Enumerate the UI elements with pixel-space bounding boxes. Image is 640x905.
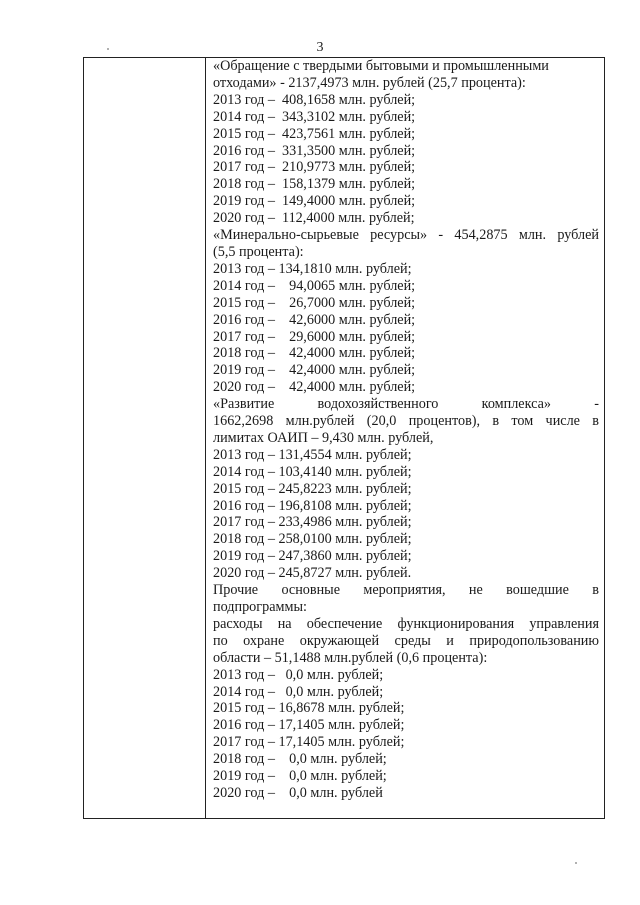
text-line: 1662,2698 млн.рублей (20,0 процентов), в том числе в xyxy=(213,413,599,430)
text-line: 2013 год – 131,4554 млн. рублей; xyxy=(213,446,412,463)
text-line: 2016 год – 331,3500 млн. рублей; xyxy=(213,142,416,159)
text-line: по охране окружающей среды и природопользованию xyxy=(213,632,599,649)
scan-speck xyxy=(575,862,577,864)
text-line: Прочие основные мероприятия, не вошедшие в xyxy=(213,582,599,599)
text-line: отходами» - 2137,4973 млн. рублей (25,7 процента): xyxy=(213,74,526,91)
text-line: 2019 год – 0,0 млн. рублей; xyxy=(213,768,387,785)
text-line: 2014 год – 0,0 млн. рублей; xyxy=(213,683,384,700)
content-table xyxy=(83,57,605,819)
table-left-cell xyxy=(84,58,206,818)
text-line: 2014 год – 343,3102 млн. рублей; xyxy=(213,108,416,125)
text-line: «Минерально-сырьевые ресурсы» - 454,2875 млн. рублей xyxy=(213,227,599,244)
text-line: 2016 год – 17,1405 млн. рублей; xyxy=(213,717,405,734)
text-line: 2020 год – 42,4000 млн. рублей; xyxy=(213,379,416,396)
text-line: 2013 год – 134,1810 млн. рублей; xyxy=(213,260,412,277)
page-number: 3 xyxy=(316,40,324,55)
text-line: 2017 год – 17,1405 млн. рублей; xyxy=(213,734,405,751)
text-line: подпрограммы: xyxy=(213,599,307,615)
text-line: 2014 год – 103,4140 млн. рублей; xyxy=(213,463,412,480)
table-right-cell xyxy=(206,58,604,818)
text-line: 2013 год – 0,0 млн. рублей; xyxy=(213,666,384,683)
text-line: 2018 год – 158,1379 млн. рублей; xyxy=(213,176,416,193)
text-line: 2015 год – 245,8223 млн. рублей; xyxy=(213,480,412,497)
text-line: 2015 год – 26,7000 млн. рублей; xyxy=(213,294,416,311)
text-line: 2016 год – 42,6000 млн. рублей; xyxy=(213,311,416,328)
text-line: 2020 год – 245,8727 млн. рублей. xyxy=(213,565,412,582)
text-line: 2019 год – 42,4000 млн. рублей; xyxy=(213,362,416,379)
text-line: 2014 год – 94,0065 млн. рублей; xyxy=(213,277,416,294)
text-line: (5,5 процента): xyxy=(213,243,304,260)
text-line: 2020 год – 0,0 млн. рублей xyxy=(213,784,383,801)
text-line: 2019 год – 247,3860 млн. рублей; xyxy=(213,548,412,565)
text-line: 2017 год – 210,9773 млн. рублей; xyxy=(213,159,416,176)
text-line: 2017 год – 29,6000 млн. рублей; xyxy=(213,328,416,345)
text-line: области – 51,1488 млн.рублей (0,6 процента): xyxy=(213,649,488,666)
text-line: 2017 год – 233,4986 млн. рублей; xyxy=(213,514,412,531)
text-line: 2019 год – 149,4000 млн. рублей; xyxy=(213,193,416,210)
text-line: 2018 год – 0,0 млн. рублей; xyxy=(213,751,387,768)
text-line: 2015 год – 16,8678 млн. рублей; xyxy=(213,700,405,717)
text-line: «Обращение с твердыми бытовыми и промышленными xyxy=(213,58,549,74)
text-line: 2018 год – 258,0100 млн. рублей; xyxy=(213,531,412,548)
text-line: 2015 год – 423,7561 млн. рублей; xyxy=(213,125,416,142)
text-line: 2013 год – 408,1658 млн. рублей; xyxy=(213,91,416,108)
text-line: «Развитие водохозяйственного комплекса» - xyxy=(213,396,599,413)
text-line: расходы на обеспечение функционирования управления xyxy=(213,615,599,632)
text-line: 2018 год – 42,4000 млн. рублей; xyxy=(213,345,416,362)
text-line: 2020 год – 112,4000 млн. рублей; xyxy=(213,210,415,227)
text-line: лимитах ОАИП – 9,430 млн. рублей, xyxy=(213,429,434,446)
text-line: 2016 год – 196,8108 млн. рублей; xyxy=(213,497,412,514)
scan-speck xyxy=(107,48,109,50)
